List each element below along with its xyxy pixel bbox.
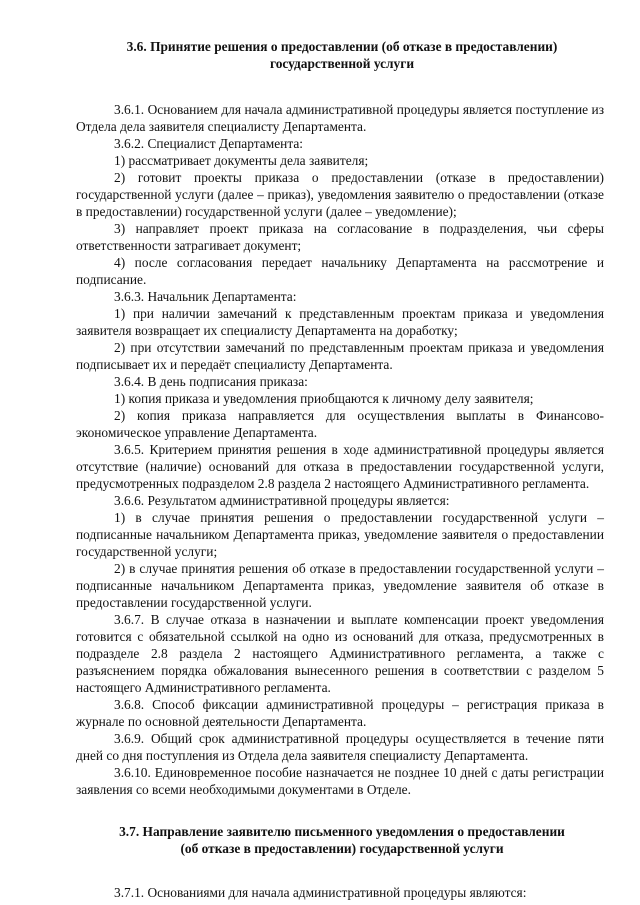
paragraph-3-6-3: 3.6.3. Начальник Департамента: [114,289,297,304]
paragraph-3-6-7: 3.6.7. В случае отказа в назначении и выплате компенсации проект уведомления готовится с обязательной ссылкой на одно из оснований для отказа, предусмотренных в подразделе 2.8 раздела 2 настоящего Административного регламента, а также с разъяснением порядка обжалования вынесенного решения в соответствии с разделом 5 настоящего Административного регламента. [76,612,604,695]
list-item: 2) при отсутствии замечаний по представленным проектам приказа и уведомления подписывает их и передаёт специалисту Департамента. [76,340,604,372]
list-item: 2) в случае принятия решения об отказе в предоставлении государственной услуги – подписанные начальником Департамента приказ, уведомление заявителя об отказе в предоставлении государственной услуги. [76,561,604,610]
section-heading-3-6 [76,38,604,72]
list-item: 2) готовит проекты приказа о предоставлении (отказе в предоставлении) государственной услуги (далее – приказ), уведомления заявителю о предоставлении (отказе в предоставлении) государственной услуги (далее – уведомление); [76,170,604,219]
list-item: 4) после согласования передает начальнику Департамента на рассмотрение и подписание. [76,255,604,287]
paragraph-3-6-9: 3.6.9. Общий срок административной процедуры осуществляется в течение пяти дней со дня поступления из Отдела дела заявителя специалисту Департамента. [76,731,604,763]
list-item: 1) рассматривает документы дела заявителя; [114,153,369,168]
list-item: 1) при наличии замечаний к представленным проектам приказа и уведомления заявителя возвращает их специалисту Департамента на доработку; [76,306,604,338]
section-heading-line: государственной услуги [269,56,415,71]
paragraph-3-6-10: 3.6.10. Единовременное пособие назначается не позднее 10 дней с даты регистрации заявления со всеми необходимыми документами в Отделе. [76,765,604,797]
paragraph-3-6-2: 3.6.2. Специалист Департамента: [114,136,303,151]
section-heading-line: 3.6. Принятие решения о предоставлении (об отказе в предоставлении) [126,39,558,54]
section-heading-3-7 [76,823,604,857]
paragraph-3-6-5: 3.6.5. Критерием принятия решения в ходе административной процедуры является отсутствие (наличие) оснований для отказа в предоставлении государственной услуги, предусмотренных подразделом 2.8 раздела 2 настоящего Административного регламента. [76,442,604,491]
list-item: 2) копия приказа направляется для осуществления выплаты в Финансово-экономическое управление Департамента. [76,408,604,440]
list-item: 1) копия приказа и уведомления приобщаются к личному делу заявителя; [114,391,534,406]
paragraph-3-6-4: 3.6.4. В день подписания приказа: [114,374,308,389]
paragraph-3-7-1: 3.7.1. Основаниями для начала административной процедуры являются: [114,885,527,900]
paragraph-3-6-8: 3.6.8. Способ фиксации административной процедуры – регистрация приказа в журнале по основной деятельности Департамента. [76,697,604,729]
paragraph-3-6-1: 3.6.1. Основанием для начала административной процедуры является поступление из Отдела дела заявителя специалисту Департамента. [76,102,604,134]
section-body-3-7 [76,884,604,901]
section-heading-line: (об отказе в предоставлении) государственной услуги [180,841,504,856]
section-heading-line: 3.7. Направление заявителю письменного уведомления о предоставлении [119,824,565,839]
list-item: 1) в случае принятия решения о предоставлении государственной услуги – подписанные начальником Департамента приказ, уведомление заявителя о предоставлении государственной услуги; [76,510,604,559]
list-item: 3) направляет проект приказа на согласование в подразделения, чьи сферы ответственности затрагивает документ; [76,221,604,253]
section-body-3-6 [76,101,604,798]
paragraph-3-6-6: 3.6.6. Результатом административной процедуры является: [114,493,450,508]
